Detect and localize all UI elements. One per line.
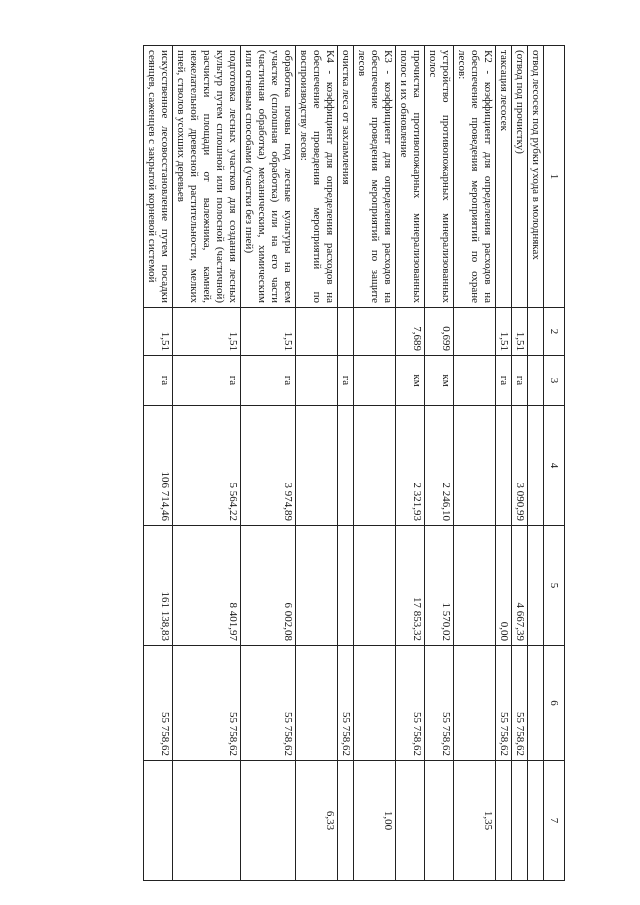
rate-cell: 2 246,10 <box>425 406 454 526</box>
table-row <box>173 46 241 881</box>
unit-cell <box>354 356 396 406</box>
volume-cell <box>528 308 544 356</box>
work-description: подготовка лесных участков для создания лесных культур путем сплошной или полосной (частичной) расчистки площади от валежника, камней, нежелательной древесной растительности, мелких пней, стволов усохших деревьев <box>173 46 241 308</box>
cost-table <box>143 45 565 881</box>
unit-cell <box>528 356 544 406</box>
volume-cell: 1,51 <box>512 308 528 356</box>
work-description: устройство противопожарных минерализованных полос <box>425 46 454 308</box>
coefficient-section-heading: К4 - коэффициент для определения расходов на обеспечение проведения мероприятий по воспроизводству лесов: <box>296 46 338 308</box>
volume-cell <box>338 308 354 356</box>
volume-cell <box>296 308 338 356</box>
volume-cell <box>354 308 396 356</box>
coefficient-cell <box>512 761 528 881</box>
table-row <box>144 46 173 881</box>
rate-cell: 2 321,93 <box>396 406 425 526</box>
amount-cell <box>338 526 354 646</box>
base-cell <box>296 646 338 761</box>
work-description: (отвод под прочистку) <box>512 46 528 308</box>
base-cell: 55 758,62 <box>144 646 173 761</box>
table-row <box>496 46 512 881</box>
work-description: искусственное лесовосстановление путем посадки сеянцев, саженцев с закрытой корневой системой <box>144 46 173 308</box>
amount-cell: 1 570,02 <box>425 526 454 646</box>
base-cell <box>454 646 496 761</box>
header-cell: 3 <box>544 356 565 406</box>
rate-cell <box>296 406 338 526</box>
header-cell: 7 <box>544 761 565 881</box>
base-cell: 55 758,62 <box>496 646 512 761</box>
base-cell: 55 758,62 <box>338 646 354 761</box>
coefficient-cell <box>425 761 454 881</box>
unit-cell: га <box>144 356 173 406</box>
work-description: обработка почвы под лесные культуры на всем участке (сплошная обработка) или на его части (частичная обработка) механическим, химическим или огневым способами (участки без пней) <box>241 46 296 308</box>
coefficient-cell <box>528 761 544 881</box>
amount-cell: 6 002,08 <box>241 526 296 646</box>
rate-cell <box>528 406 544 526</box>
table-row <box>354 46 396 881</box>
coefficient-cell <box>496 761 512 881</box>
coefficient-cell: 1,35 <box>454 761 496 881</box>
coefficient-section-heading: К3 - коэффициент для определения расходов на обеспечение проведения мероприятий по защите лесов <box>354 46 396 308</box>
base-cell: 55 758,62 <box>396 646 425 761</box>
rate-cell <box>454 406 496 526</box>
coefficient-cell <box>173 761 241 881</box>
unit-cell: га <box>512 356 528 406</box>
table-row <box>528 46 544 881</box>
base-cell: 55 758,62 <box>241 646 296 761</box>
amount-cell <box>354 526 396 646</box>
base-cell: 55 758,62 <box>512 646 528 761</box>
volume-cell: 1,51 <box>496 308 512 356</box>
unit-cell: га <box>338 356 354 406</box>
base-cell: 55 758,62 <box>425 646 454 761</box>
table-row <box>396 46 425 881</box>
table-row <box>512 46 528 881</box>
header-cell: 5 <box>544 526 565 646</box>
header-row <box>544 46 565 881</box>
unit-cell: га <box>241 356 296 406</box>
header-cell: 2 <box>544 308 565 356</box>
unit-cell: км <box>425 356 454 406</box>
rate-cell: 106 714,46 <box>144 406 173 526</box>
work-description: прочистка противопожарных минерализованных полос и их обновление <box>396 46 425 308</box>
rate-cell <box>354 406 396 526</box>
amount-cell <box>296 526 338 646</box>
header-cell: 4 <box>544 406 565 526</box>
volume-cell: 1,51 <box>144 308 173 356</box>
amount-cell: 17 853,32 <box>396 526 425 646</box>
amount-cell: 8 401,97 <box>173 526 241 646</box>
rate-cell <box>496 406 512 526</box>
amount-cell: 161 138,83 <box>144 526 173 646</box>
rate-cell: 5 564,22 <box>173 406 241 526</box>
amount-cell: 0,00 <box>496 526 512 646</box>
rate-cell <box>338 406 354 526</box>
rotated-table-container <box>25 45 565 880</box>
rate-cell: 3 974,89 <box>241 406 296 526</box>
unit-cell: га <box>173 356 241 406</box>
volume-cell: 1,51 <box>241 308 296 356</box>
volume-cell: 0,699 <box>425 308 454 356</box>
unit-cell: га <box>496 356 512 406</box>
coefficient-cell: 6,33 <box>296 761 338 881</box>
work-description: таксация лесосек <box>496 46 512 308</box>
coefficient-section-heading: К2 - коэффициент для определения расходов на обеспечение проведения мероприятий по охране лесов: <box>454 46 496 308</box>
header-cell: 6 <box>544 646 565 761</box>
coefficient-cell <box>396 761 425 881</box>
table-row <box>296 46 338 881</box>
table-row <box>454 46 496 881</box>
table-row <box>338 46 354 881</box>
volume-cell: 1,51 <box>173 308 241 356</box>
unit-cell: км <box>396 356 425 406</box>
amount-cell <box>454 526 496 646</box>
coefficient-cell <box>338 761 354 881</box>
work-description: очистка леса от захламления <box>338 46 354 308</box>
volume-cell: 7,689 <box>396 308 425 356</box>
table-row <box>241 46 296 881</box>
coefficient-cell <box>144 761 173 881</box>
header-cell: 1 <box>544 46 565 308</box>
base-cell <box>528 646 544 761</box>
volume-cell <box>454 308 496 356</box>
amount-cell <box>528 526 544 646</box>
base-cell <box>354 646 396 761</box>
unit-cell <box>296 356 338 406</box>
table-row <box>425 46 454 881</box>
unit-cell <box>454 356 496 406</box>
base-cell: 55 758,62 <box>173 646 241 761</box>
rate-cell: 3 090,99 <box>512 406 528 526</box>
amount-cell: 4 667,39 <box>512 526 528 646</box>
coefficient-cell: 1,00 <box>354 761 396 881</box>
coefficient-cell <box>241 761 296 881</box>
work-description: отвод лесосек под рубки ухода в молодняках <box>528 46 544 308</box>
